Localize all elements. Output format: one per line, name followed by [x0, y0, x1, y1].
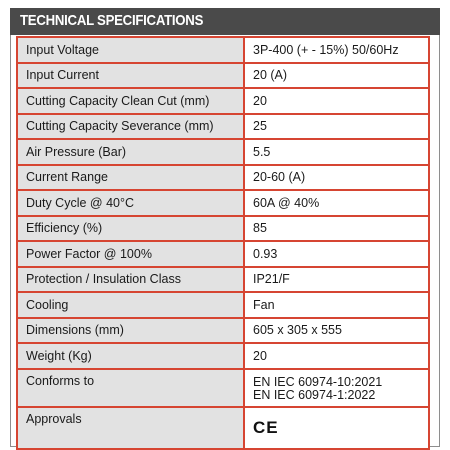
- row-label: Air Pressure (Bar): [18, 140, 245, 164]
- row-value: 20: [245, 89, 428, 113]
- spec-table: [16, 36, 430, 450]
- row-value: 25: [245, 115, 428, 139]
- row-label: Efficiency (%): [18, 217, 245, 241]
- row-value: 20: [245, 344, 428, 368]
- table-row: [18, 89, 428, 115]
- standard-2: EN IEC 60974-1:2022: [253, 387, 376, 402]
- standard-1: EN IEC 60974-10:2021: [253, 374, 383, 389]
- row-label: Current Range: [18, 166, 245, 190]
- row-value: IP21/F: [245, 268, 428, 292]
- table-row: [18, 115, 428, 141]
- row-value: 0.93: [245, 242, 428, 266]
- row-label: Input Current: [18, 64, 245, 88]
- row-label: Cutting Capacity Severance (mm): [18, 115, 245, 139]
- approvals-label: Approvals: [18, 408, 245, 448]
- row-label: Weight (Kg): [18, 344, 245, 368]
- row-value: 85: [245, 217, 428, 241]
- row-value: 5.5: [245, 140, 428, 164]
- row-label: Protection / Insulation Class: [18, 268, 245, 292]
- table-row: [18, 64, 428, 90]
- row-value: Fan: [245, 293, 428, 317]
- spec-header: [10, 8, 440, 35]
- row-value: 20 (A): [245, 64, 428, 88]
- row-label: Input Voltage: [18, 38, 245, 62]
- conforms-value: [245, 370, 428, 406]
- spec-title: TECHNICAL SPECIFICATIONS: [20, 12, 204, 29]
- table-row-approvals: [18, 408, 428, 450]
- row-label: Cutting Capacity Clean Cut (mm): [18, 89, 245, 113]
- table-row: [18, 166, 428, 192]
- table-row: [18, 293, 428, 319]
- table-row-conforms: [18, 370, 428, 408]
- row-value: 20-60 (A): [245, 166, 428, 190]
- table-row: [18, 217, 428, 243]
- conforms-label: Conforms to: [18, 370, 245, 406]
- approvals-value: [245, 408, 428, 448]
- row-value: 605 x 305 x 555: [245, 319, 428, 343]
- table-row: [18, 191, 428, 217]
- row-label: Duty Cycle @ 40°C: [18, 191, 245, 215]
- row-label: Cooling: [18, 293, 245, 317]
- row-label: Dimensions (mm): [18, 319, 245, 343]
- row-value: 60A @ 40%: [245, 191, 428, 215]
- table-row: [18, 140, 428, 166]
- row-label: Power Factor @ 100%: [18, 242, 245, 266]
- table-row: [18, 319, 428, 345]
- table-row: [18, 344, 428, 370]
- table-row: [18, 38, 428, 64]
- table-row: [18, 242, 428, 268]
- row-value: 3P-400 (+ - 15%) 50/60Hz: [245, 38, 428, 62]
- ce-mark-icon: CE: [253, 417, 279, 437]
- table-row: [18, 268, 428, 294]
